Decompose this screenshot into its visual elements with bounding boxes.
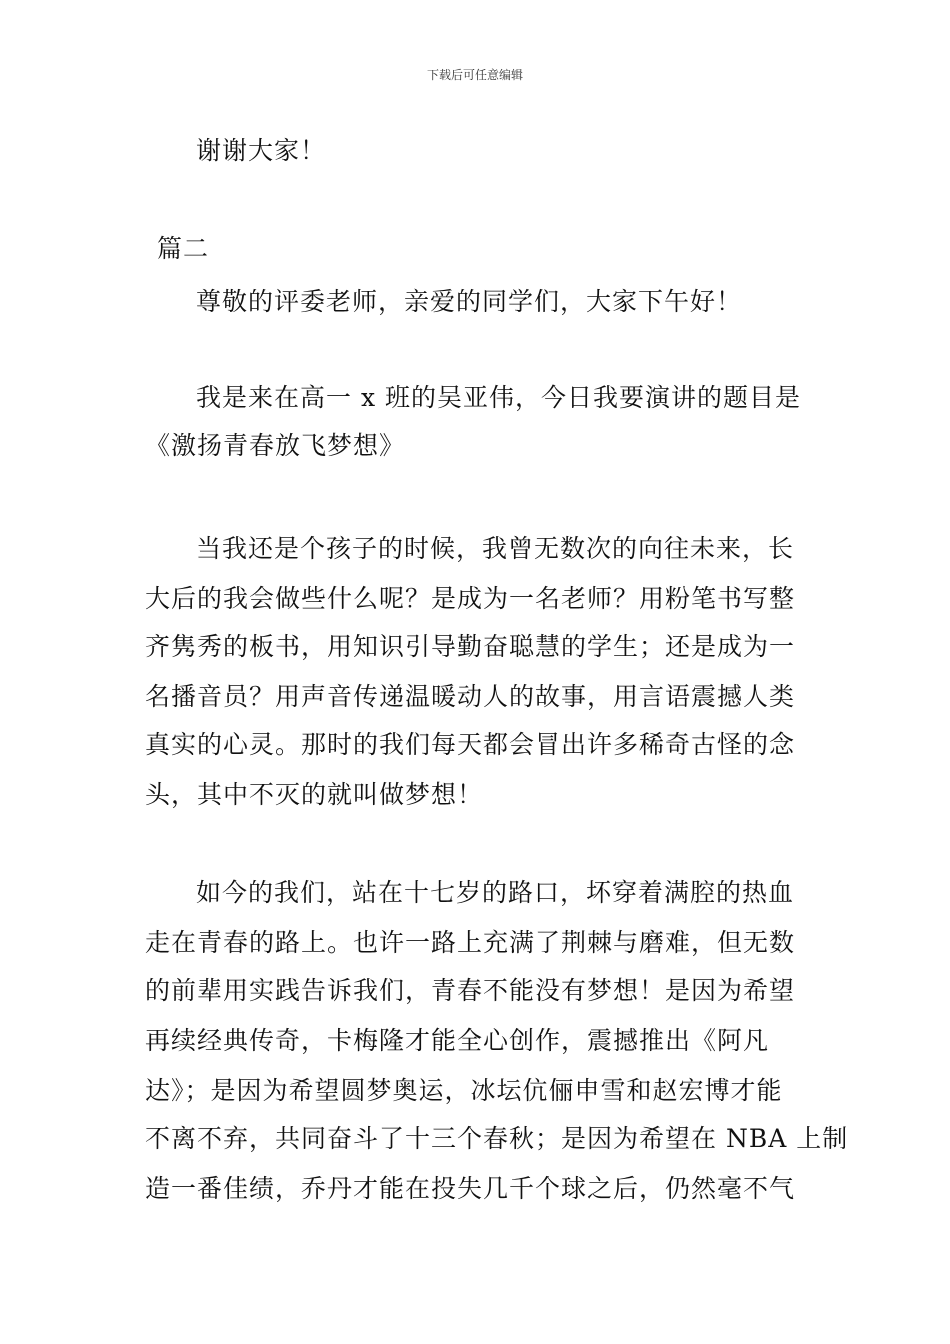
greeting-line: 尊敬的评委老师，亲爱的同学们，大家下午好！ <box>196 287 743 316</box>
paragraph-line: 走在青春的路上。也许一路上充满了荆棘与磨难，但无数 <box>145 928 796 957</box>
paragraph-line: 如今的我们，站在十七岁的路口，坏穿着满腔的热血 <box>196 878 795 907</box>
section-title: 篇二 <box>157 234 210 263</box>
paragraph-line: 造一番佳绩，乔丹才能在投失几千个球之后，仍然毫不气 <box>145 1174 796 1203</box>
closing-line: 谢谢大家！ <box>196 136 327 165</box>
paragraph-line: 达》；是因为希望圆梦奥运，冰坛伉俪申雪和赵宏博才能 <box>145 1076 783 1105</box>
paragraph-line: 的前辈用实践告诉我们，青春不能没有梦想！是因为希望 <box>145 976 796 1005</box>
paragraph-line: 不离不弃，共同奋斗了十三个春秋；是因为希望在 NBA 上制 <box>145 1124 849 1153</box>
paragraph-line: 大后的我会做些什么呢？是成为一名老师？用粉笔书写整 <box>145 584 796 613</box>
paragraph-line: 名播音员？用声音传递温暖动人的故事，用言语震撼人类 <box>145 682 796 711</box>
paragraph-line: 当我还是个孩子的时候，我曾无数次的向往未来，长 <box>196 534 795 563</box>
paragraph-line: 齐隽秀的板书，用知识引导勤奋聪慧的学生；还是成为一 <box>145 632 796 661</box>
paragraph-line: 真实的心灵。那时的我们每天都会冒出许多稀奇古怪的念 <box>145 730 796 759</box>
paragraph-line: 头，其中不灭的就叫做梦想！ <box>145 780 484 809</box>
page-header: 下载后可任意编辑 <box>426 68 523 82</box>
speech-title-line: 《激扬青春放飞梦想》 <box>145 431 406 460</box>
intro-line: 我是来在高一 x 班的吴亚伟，今日我要演讲的题目是 <box>196 383 801 412</box>
paragraph-line: 再续经典传奇，卡梅隆才能全心创作，震撼推出《阿凡 <box>145 1026 770 1055</box>
